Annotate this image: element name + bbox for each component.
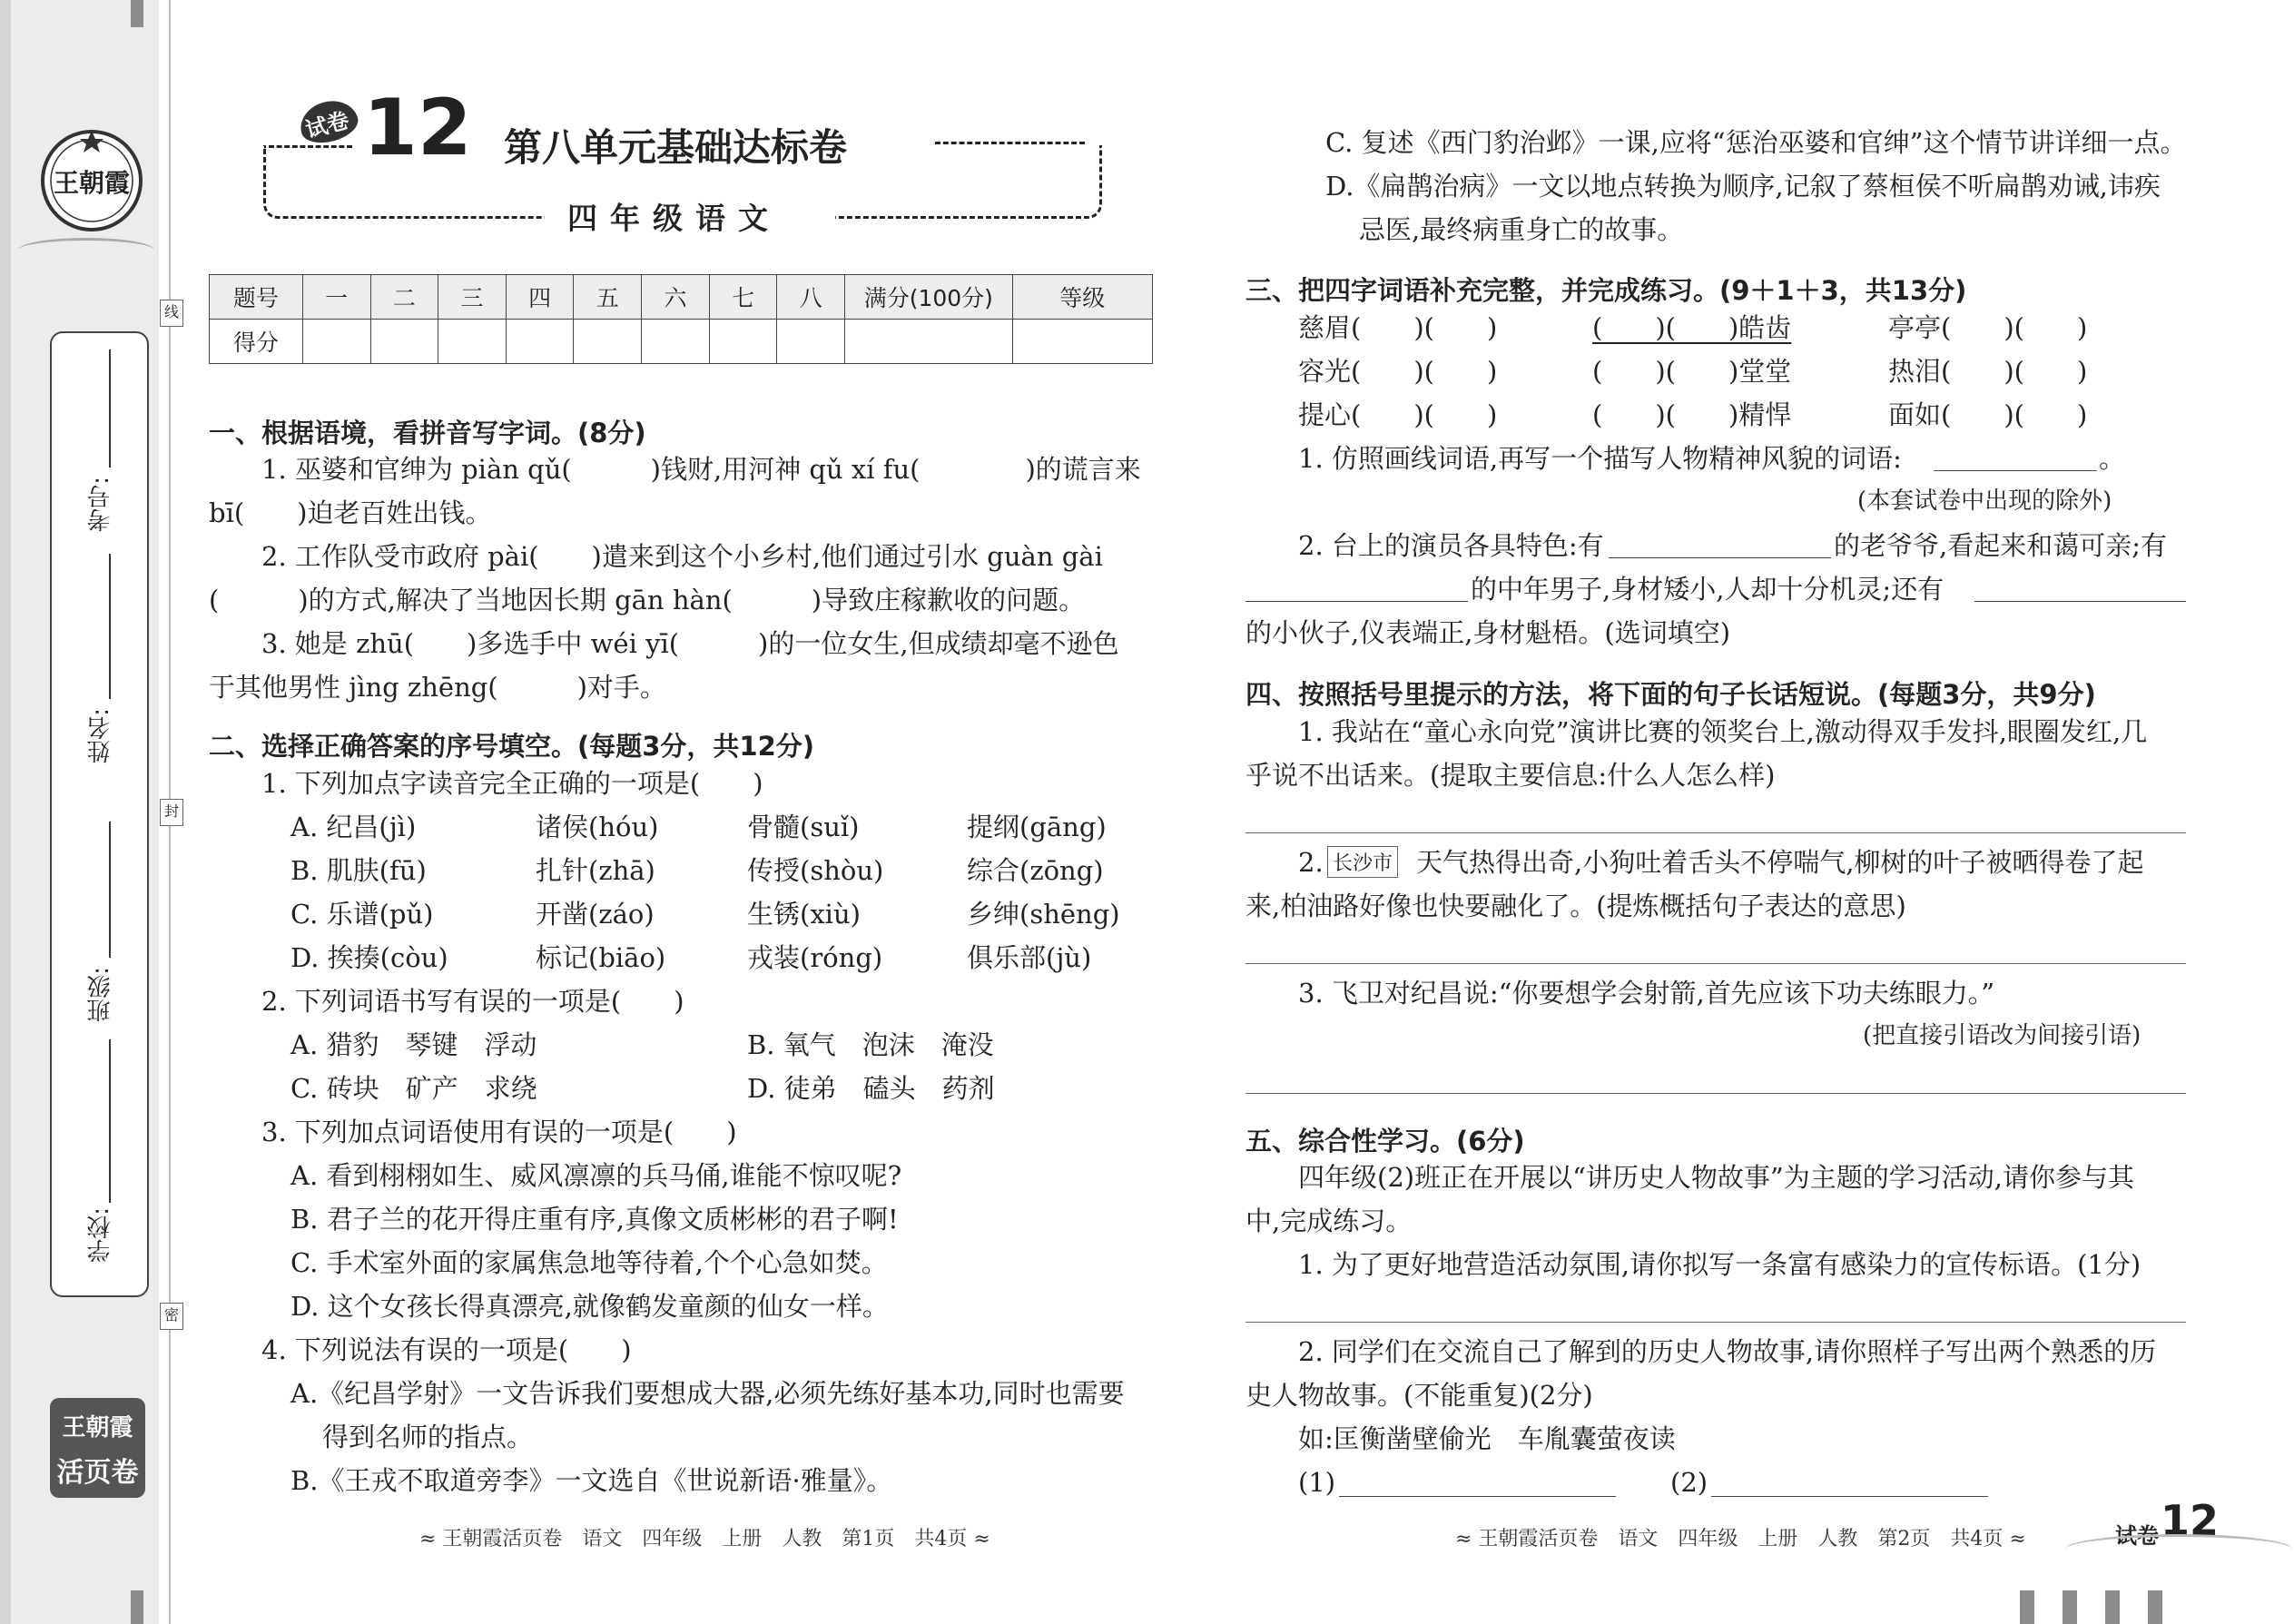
- corner-label: 试卷: [2115, 1523, 2159, 1549]
- score-header-cell: 六: [642, 275, 710, 320]
- s5-example: 如:匡衡凿壁偷光 车胤囊萤夜读: [1298, 1423, 1676, 1454]
- score-cell[interactable]: [845, 320, 1012, 364]
- s1-q1-line2: bī( )迫老百姓出钱。: [209, 497, 492, 528]
- score-cell[interactable]: [506, 320, 574, 364]
- s1-q1-line1: 1. 巫婆和官绅为 piàn qǔ( )钱财,用河神 qǔ xí fu( )的谎言来: [261, 454, 1141, 485]
- s3-q2-blank-3[interactable]: [1974, 601, 2186, 602]
- score-header-cell: 等级: [1012, 275, 1152, 320]
- section-4-title: 四、按照括号里提示的方法，将下面的句子长话短说。(每题3分，共9分): [1245, 679, 2096, 710]
- s4-q1-line1: 1. 我站在“童心永向党”演讲比赛的领奖台上,激动得双手发抖,眼圈发红,几: [1298, 716, 2148, 747]
- s3-q1-end: 。: [2099, 443, 2126, 474]
- s2-q1-opt: 综合(zōng): [967, 855, 1104, 886]
- s5-blank-2[interactable]: [1711, 1496, 1988, 1497]
- edge-mark: [2063, 1590, 2077, 1624]
- s2-q3: 3. 下列加点词语使用有误的一项是( ): [261, 1117, 737, 1147]
- s3-word: 提心( )( ): [1298, 399, 1498, 430]
- s2-q4-opt-d-cont: 忌医,最终病重身亡的故事。: [1359, 214, 1684, 245]
- brand-label: [50, 1398, 145, 1498]
- s2-q1-opt: 传授(shòu): [747, 855, 884, 886]
- page-subtitle: 四年级语文: [567, 201, 781, 236]
- name-label: 姓名:: [87, 708, 114, 763]
- s4-q2-line2: 来,柏油路好像也快要融化了。(提炼概括句子表达的意思): [1245, 891, 1906, 921]
- footer-left: ≈ 王朝霞活页卷 语文 四年级 上册 人教 第1页 共4页 ≈: [419, 1528, 990, 1550]
- score-header-cell: 三: [438, 275, 507, 320]
- s2-q4-opt-a: A.《纪昌学射》一文告诉我们要想成大器,必须先练好基本功,同时也需要: [290, 1378, 1125, 1409]
- s3-q1: 1. 仿照画线词语,再写一个描写人物精神风貌的词语:: [1298, 443, 1902, 474]
- score-header-cell: 题号: [210, 275, 303, 320]
- score-header-cell: 七: [709, 275, 777, 320]
- s2-q2-opt: D. 徒弟 磕头 药剂: [747, 1073, 995, 1104]
- s5-blank-1-label: (1): [1298, 1467, 1336, 1498]
- s2-q1-opt: 扎针(zhā): [536, 855, 655, 886]
- score-cell[interactable]: [302, 320, 370, 364]
- s2-q1-opt: 俱乐部(jù): [967, 942, 1092, 973]
- school-field[interactable]: [109, 1039, 111, 1203]
- s3-q1-note: (本套试卷中出现的除外): [1857, 487, 2112, 515]
- score-header-row: [210, 275, 1153, 320]
- header-dash-right: [935, 142, 1085, 144]
- edge-mark: [2020, 1590, 2034, 1624]
- s1-q2-line1: 2. 工作队受市政府 pài( )遣来到这个小乡村,他们通过引水 guàn gài: [261, 541, 1103, 572]
- s2-q3-opt: D. 这个女孩长得真漂亮,就像鹤发童颜的仙女一样。: [290, 1291, 889, 1322]
- edge-mark: [2148, 1590, 2162, 1624]
- section-2-title: 二、选择正确答案的序号填空。(每题3分，共12分): [209, 731, 815, 762]
- section-3-title: 三、把四字词语补充完整，并完成练习。(9＋1＋3，共13分): [1245, 275, 1967, 306]
- score-cell[interactable]: [709, 320, 777, 364]
- score-header-cell: 二: [370, 275, 438, 320]
- s2-q1-opt: 开凿(záo): [536, 899, 655, 930]
- s4-q2-line1: 天气热得出奇,小狗吐着舌头不停喘气,柳树的叶子被晒得卷了起: [1416, 847, 2144, 878]
- strip-edge: [0, 0, 11, 1624]
- score-row-label: 得分: [210, 320, 303, 364]
- s2-q4: 4. 下列说法有误的一项是( ): [261, 1334, 632, 1365]
- score-row: [210, 320, 1153, 364]
- score-header-cell: 一: [302, 275, 370, 320]
- logo: [38, 127, 145, 234]
- s4-q3-answer-line[interactable]: [1245, 1093, 2186, 1094]
- s2-q1-opt: 乡绅(shēng): [967, 899, 1120, 930]
- s5-blank-1[interactable]: [1339, 1496, 1616, 1497]
- score-cell[interactable]: [1012, 320, 1152, 364]
- exam-number-label: 考号:: [87, 477, 114, 532]
- s4-q1-answer-line[interactable]: [1245, 832, 2186, 833]
- s2-q4-opt-b: B.《王戎不取道旁李》一文选自《世说新语·雅量》。: [290, 1465, 893, 1496]
- s2-q1-opt: D. 挨揍(còu): [290, 942, 448, 973]
- s1-q3-line2: 于其他男性 jìng zhēng( )对手。: [209, 672, 666, 703]
- s1-q3-line1: 3. 她是 zhū( )多选手中 wéi yī( )的一位女生,但成绩却毫不逊色: [261, 628, 1119, 659]
- s3-q2-line3: 的小伙子,仪表端正,身材魁梧。(选词填空): [1245, 617, 1731, 648]
- s2-q1-opt: C. 乐谱(pǔ): [290, 899, 434, 930]
- binding-tag-xian: 线: [160, 300, 183, 327]
- strip-mark-bottom: [131, 1590, 143, 1624]
- s2-q2-opt: B. 氧气 泡沫 淹没: [747, 1029, 994, 1060]
- score-header-cell: 五: [574, 275, 642, 320]
- s2-q1-opt: B. 肌肤(fū): [290, 855, 427, 886]
- name-field[interactable]: [109, 554, 111, 699]
- s2-q3-opt: C. 手术室外面的家属焦急地等待着,个个心急如焚。: [290, 1247, 888, 1278]
- score-header-cell: 满分(100分): [845, 275, 1012, 320]
- s4-q3-note: (把直接引语改为间接引语): [1863, 1022, 2141, 1049]
- exam-number: 12: [363, 83, 472, 173]
- score-table: [209, 274, 1153, 364]
- s3-word-underlined: ( )( )皓齿: [1592, 312, 1792, 343]
- binding-tag-mi: 密: [160, 1303, 183, 1330]
- region-tag: 长沙市: [1327, 846, 1398, 878]
- page-title: 第八单元基础达标卷: [504, 125, 848, 170]
- s5-q2-line2: 史人物故事。(不能重复)(2分): [1245, 1380, 1593, 1411]
- footer-right: ≈ 王朝霞活页卷 语文 四年级 上册 人教 第2页 共4页 ≈: [1455, 1528, 2026, 1550]
- class-field[interactable]: [109, 822, 111, 958]
- s5-intro-line2: 中,完成练习。: [1245, 1206, 1413, 1236]
- corner-wave: [2065, 1534, 2292, 1564]
- school-label: 学校:: [87, 1207, 114, 1263]
- s2-q2: 2. 下列词语书写有误的一项是( ): [261, 986, 684, 1017]
- score-cell[interactable]: [777, 320, 845, 364]
- s3-word: ( )( )堂堂: [1592, 356, 1792, 387]
- s2-q1-opt: 标记(biāo): [536, 942, 666, 973]
- binding-tag-feng: 封: [160, 799, 183, 826]
- strip-mark-top: [131, 0, 143, 27]
- score-cell[interactable]: [642, 320, 710, 364]
- s5-intro-line1: 四年级(2)班正在开展以“讲历史人物故事”为主题的学习活动,请你参与其: [1298, 1162, 2134, 1193]
- class-label: 班级:: [87, 967, 114, 1022]
- score-header-cell: 八: [777, 275, 845, 320]
- brand-label-line1: 王朝霞: [62, 1414, 133, 1442]
- edge-mark: [2105, 1590, 2120, 1624]
- s1-q2-line2: ( )的方式,解决了当地因长期 gān hàn( )导致庄稼歉收的问题。: [209, 585, 1086, 615]
- s2-q4-opt-c: C. 复述《西门豹治邺》一课,应将“惩治巫婆和官绅”这个情节讲详细一点。: [1325, 127, 2187, 158]
- brand-label-line2: 活页卷: [56, 1457, 139, 1489]
- logo-text: 王朝霞: [53, 168, 130, 198]
- s2-q1-opt: 骨髓(suǐ): [747, 812, 860, 842]
- s2-q1-opt: 生锈(xiù): [747, 899, 861, 930]
- s5-blank-2-label: (2): [1670, 1467, 1708, 1498]
- s3-word: 热泪( )( ): [1888, 356, 2088, 387]
- section-5-title: 五、综合性学习。(6分): [1245, 1126, 1525, 1156]
- logo-wave: [18, 238, 154, 262]
- s4-q2-number: 2.: [1298, 847, 1324, 878]
- s2-q1-opt: 戎装(róng): [747, 942, 883, 973]
- score-cell[interactable]: [370, 320, 438, 364]
- badge-label: 试卷: [302, 107, 352, 143]
- s3-word: 容光( )( ): [1298, 356, 1498, 387]
- s5-q2-line1: 2. 同学们在交流自己了解到的历史人物故事,请你照样子写出两个熟悉的历: [1298, 1336, 2157, 1367]
- s2-q1: 1. 下列加点字读音完全正确的一项是( ): [261, 768, 763, 799]
- s3-q2-line1-b: 的老爷爷,看起来和蔼可亲;有: [1834, 530, 2167, 561]
- s2-q1-opt: 诸侯(hóu): [536, 812, 659, 842]
- section-1-title: 一、根据语境，看拼音写字词。(8分): [209, 418, 646, 448]
- s3-q1-blank[interactable]: [1934, 470, 2097, 471]
- s3-q2-blank-1[interactable]: [1609, 557, 1831, 558]
- score-header-cell: 四: [506, 275, 574, 320]
- s4-q2-answer-line[interactable]: [1245, 963, 2186, 964]
- s2-q4-opt-a-cont: 得到名师的指点。: [322, 1422, 534, 1452]
- s3-q2-line1-a: 2. 台上的演员各具特色:有: [1298, 530, 1604, 561]
- corner-number: 12: [2161, 1496, 2220, 1545]
- s3-word: 面如( )( ): [1888, 399, 2088, 430]
- s2-q3-opt: B. 君子兰的花开得庄重有序,真像文质彬彬的君子啊!: [290, 1204, 899, 1235]
- s3-q2-line2: 的中年男子,身材矮小,人却十分机灵;还有: [1471, 574, 1944, 605]
- s3-word: 慈眉( )( ): [1298, 312, 1498, 343]
- score-cell[interactable]: [438, 320, 507, 364]
- s2-q1-opt: 提纲(gāng): [967, 812, 1107, 842]
- s3-word: 亭亭( )( ): [1888, 312, 2088, 343]
- s2-q2-opt: C. 砖块 矿产 求绕: [290, 1073, 537, 1104]
- s4-q3: 3. 飞卫对纪昌说:“你要想学会射箭,首先应该下功夫练眼力。”: [1298, 978, 1995, 1009]
- s2-q3-opt: A. 看到栩栩如生、威风凛凛的兵马俑,谁能不惊叹呢?: [290, 1160, 902, 1191]
- s4-q1-line2: 乎说不出话来。(提取主要信息:什么人怎么样): [1245, 760, 1776, 791]
- s5-q1: 1. 为了更好地营造活动氛围,请你拟写一条富有感染力的宣传标语。(1分): [1298, 1249, 2141, 1280]
- exam-number-field[interactable]: [109, 349, 111, 468]
- s2-q4-opt-d: D.《扁鹊治病》一文以地点转换为顺序,记叙了蔡桓侯不听扁鹊劝诫,讳疾: [1325, 171, 2161, 202]
- s2-q2-opt: A. 猎豹 琴键 浮动: [290, 1029, 537, 1060]
- s5-q1-answer-line[interactable]: [1245, 1322, 2186, 1323]
- s3-word: ( )( )精悍: [1592, 399, 1792, 430]
- score-cell[interactable]: [574, 320, 642, 364]
- s3-q2-blank-2[interactable]: [1245, 601, 1468, 602]
- s2-q1-opt: A. 纪昌(jì): [290, 812, 417, 842]
